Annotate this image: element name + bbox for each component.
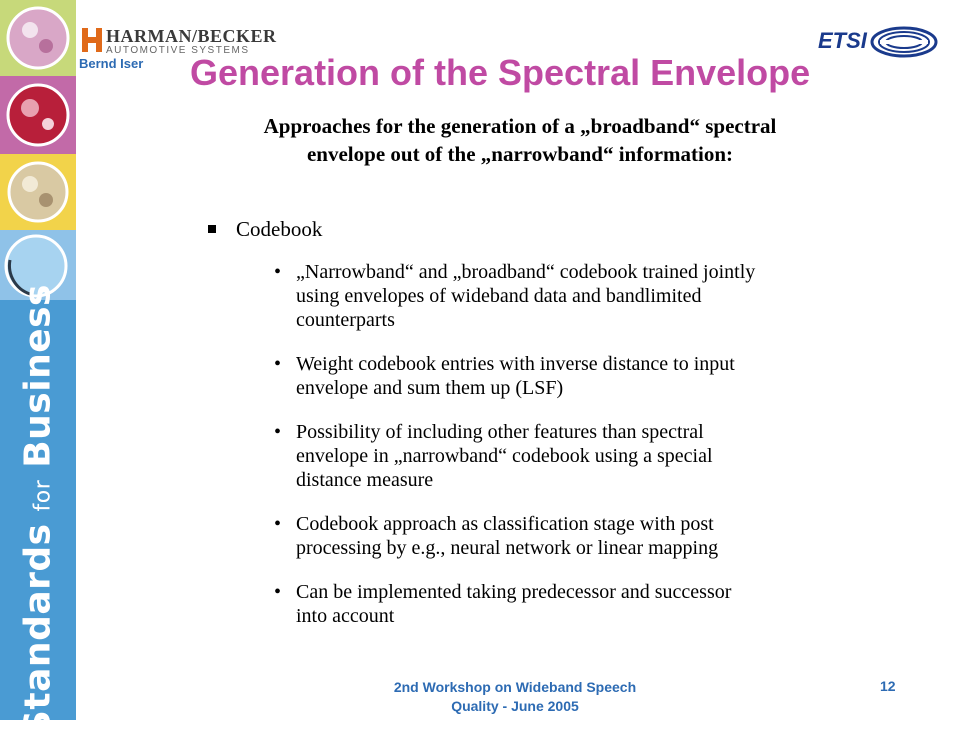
slide-content <box>200 216 870 648</box>
bullet-line: into account <box>296 605 395 627</box>
list-item <box>200 512 856 560</box>
bullet-line: „Narrowband“ and „broadband“ codebook trained jointly <box>296 261 756 283</box>
subtitle-line: envelope out of the „narrowband“ information: <box>306 142 734 166</box>
sidebar-slogan <box>0 284 76 736</box>
bullet-dot-icon: • <box>274 421 282 443</box>
bullet-line: Codebook approach as classification stage with post <box>296 513 714 535</box>
footer-line: Quality - June 2005 <box>451 698 579 714</box>
logo-subtitle: AUTOMOTIVE SYSTEMS <box>106 45 250 56</box>
list-item <box>200 352 856 400</box>
globe-icon <box>0 76 76 154</box>
list-item <box>200 580 856 628</box>
bullet-dot-icon: • <box>274 261 282 283</box>
heading-text: Codebook <box>236 217 323 241</box>
square-bullet-icon <box>208 225 216 233</box>
bullet-line: distance measure <box>296 469 434 491</box>
globe-icon <box>0 0 76 76</box>
sidebar <box>0 0 76 736</box>
list-item <box>200 420 856 492</box>
bullet-line: envelope and sum them up (LSF) <box>296 377 564 399</box>
codebook-heading <box>200 216 870 242</box>
bullet-dot-icon: • <box>274 513 282 535</box>
subtitle-line: Approaches for the generation of a „broadband“ spectral <box>263 114 777 138</box>
author-name: Bernd Iser <box>79 56 144 71</box>
footer-line: 2nd Workshop on Wideband Speech <box>393 679 637 695</box>
slide-footer <box>330 678 700 716</box>
bullet-line: Possibility of including other features than spectral <box>296 421 704 443</box>
slogan-word-business: Business <box>17 284 59 468</box>
bullet-dot-icon: • <box>274 581 282 603</box>
bullet-line: counterparts <box>296 309 395 331</box>
globe-icon <box>0 154 76 230</box>
slide-subtitle <box>200 112 840 168</box>
bullet-line: using envelopes of wideband data and bandlimited <box>296 285 702 307</box>
bullet-line: Weight codebook entries with inverse distance to input <box>296 353 735 375</box>
slide-title: Generation of the Spectral Envelope <box>190 52 811 93</box>
bullet-line: processing by e.g., neural network or linear mapping <box>296 537 719 559</box>
page-number: 12 <box>880 678 896 694</box>
slogan-text <box>18 284 59 736</box>
sidebar-tile-green <box>0 0 76 76</box>
bullet-line: envelope in „narrowband“ codebook using a special <box>296 445 713 467</box>
bullet-line: Can be implemented taking predecessor and successor <box>296 581 732 603</box>
slogan-word-for: for <box>30 479 56 512</box>
bullet-list <box>200 260 870 628</box>
bullet-dot-icon: • <box>274 353 282 375</box>
logo-name: HARMAN/BECKER <box>106 26 277 46</box>
etsi-logo-text: ETSI <box>818 28 867 53</box>
sidebar-tile-yellow <box>0 154 76 230</box>
sidebar-tile-magenta <box>0 76 76 154</box>
h-logo-icon <box>82 28 102 52</box>
slogan-word-standards: Standards <box>17 523 59 736</box>
list-item <box>200 260 856 332</box>
